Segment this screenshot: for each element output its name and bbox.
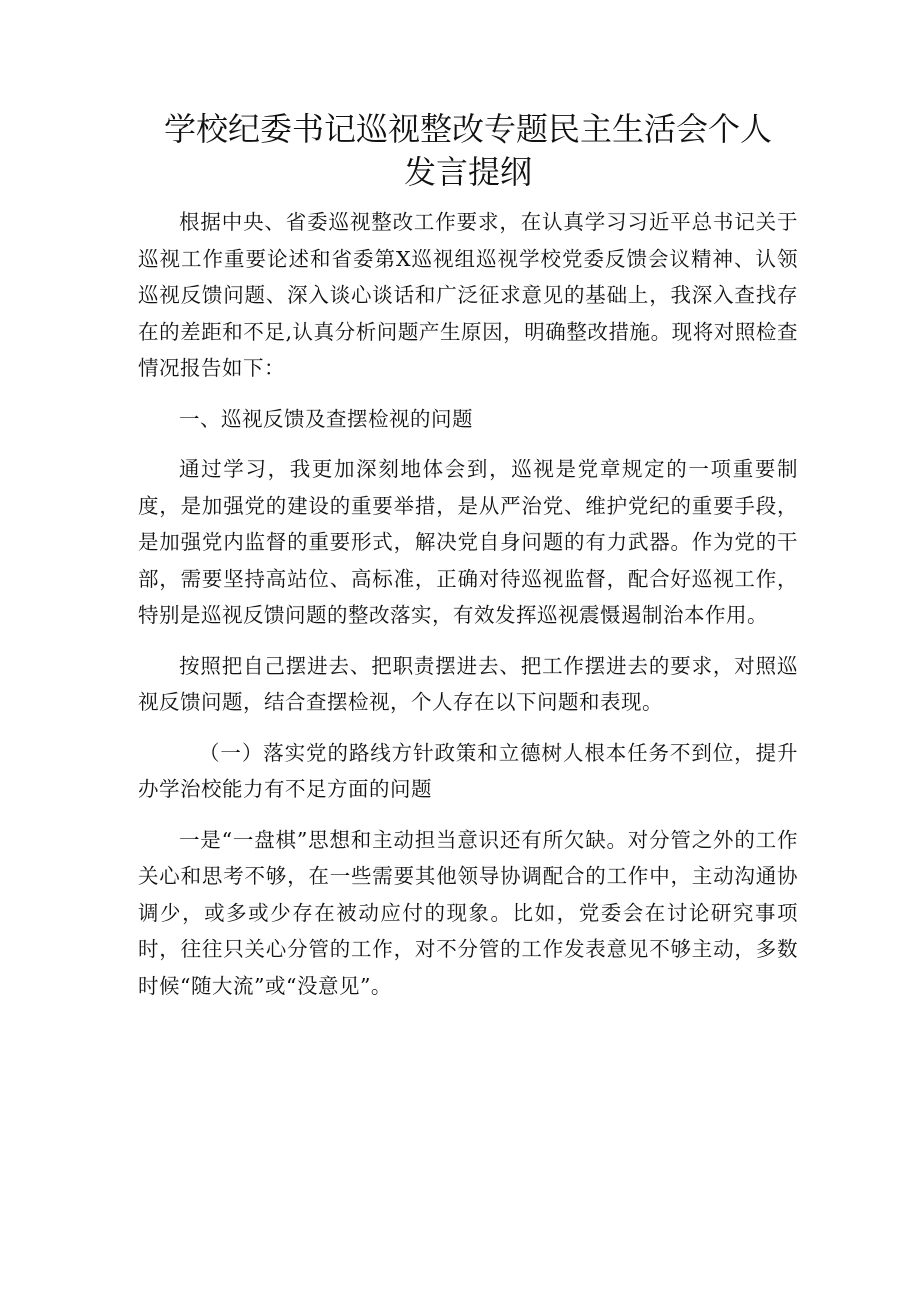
document-page [138, 108, 798, 1004]
subsection-heading-1: （一）落实党的路线方针政策和立德树人根本任务不到位，提升办学治校能力有不足方面的问题 [138, 740, 798, 801]
title-line-2: 发言提纲 [403, 153, 532, 191]
intro-paragraph: 根据中央、省委巡视整改工作要求，在认真学习习近平总书记关于巡视工作重要论述和省委第X巡视组巡视学校党委反馈会议精神、认领巡视反馈问题、深入谈心谈话和广泛征求意见的基础上，我深入查找存在的差距和不足,认真分析问题产生原因，明确整改措施。现将对照检查情况报告如下： [138, 210, 798, 380]
section-heading-1: 一、巡视反馈及查摆检视的问题 [179, 406, 473, 431]
body-paragraph-2: 按照把自己摆进去、把职责摆进去、把工作摆进去的要求，对照巡视反馈问题，结合查摆检视，个人存在以下问题和表现。 [138, 653, 798, 714]
body-paragraph-1: 通过学习，我更加深刻地体会到，巡视是党章规定的一项重要制度，是加强党的建设的重要举措，是从严治党、维护党纪的重要手段，是加强党内监督的重要形式，解决党自身问题的有力武器。作为党的干部，需要坚持高站位、高标准，正确对待巡视监督，配合好巡视工作，特别是巡视反馈问题的整改落实，有效发挥巡视震慑遏制治本作用。 [138, 457, 798, 627]
document-title [138, 108, 798, 194]
body-paragraph-3: 一是“一盘棋”思想和主动担当意识还有所欠缺。对分管之外的工作关心和思考不够，在一些需要其他领导协调配合的工作中，主动沟通协调少，或多或少存在被动应付的现象。比如，党委会在讨论研究事项时，往往只关心分管的工作，对不分管的工作发表意见不够主动，多数时候“随大流”或“没意见”。 [138, 827, 798, 998]
title-line-1: 学校纪委书记巡视整改专题民主生活会个人 [163, 110, 772, 148]
